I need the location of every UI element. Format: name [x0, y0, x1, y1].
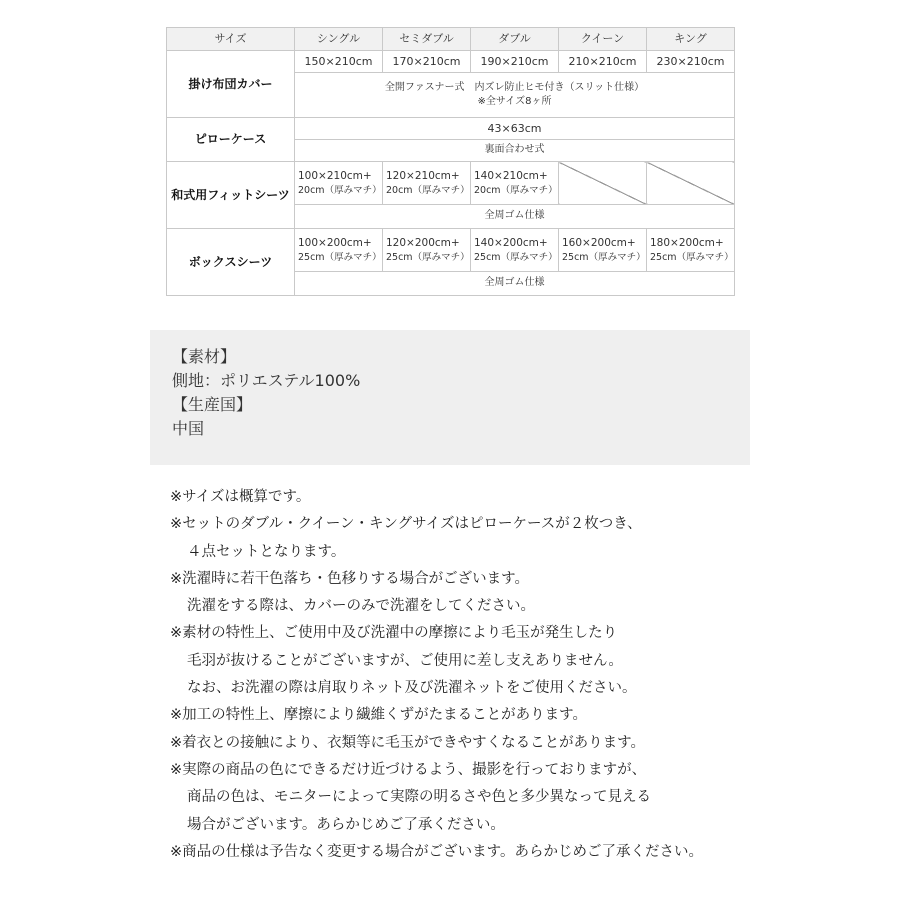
- note-line: ４点セットとなります。: [187, 543, 346, 560]
- note-line: 毛羽が抜けることがございますが、ご使用に差し支えありません。: [187, 652, 623, 669]
- fitted-note: 全周ゴム仕様: [295, 205, 735, 229]
- note-line: ※加工の特性上、摩擦により繊維くずがたまることがあります。: [170, 707, 587, 724]
- header-king: キング: [647, 28, 735, 51]
- pillow-note: 裏面合わせ式: [295, 140, 735, 162]
- box-size-main: 140×200cm+: [474, 236, 548, 249]
- duvet-label: 掛け布団カバー: [167, 51, 295, 118]
- box-size-single: [295, 229, 383, 272]
- header-single: シングル: [295, 28, 383, 51]
- fitted-size-row: [167, 162, 735, 205]
- note-line: ※サイズは概算です。: [170, 489, 311, 505]
- fitted-size-main: 140×210cm+: [474, 169, 548, 182]
- duvet-note-line2: ※全サイズ8ヶ所: [477, 96, 552, 107]
- note-line: ※商品の仕様は予告なく変更する場合がございます。あらかじめご了承ください。: [170, 843, 703, 860]
- fitted-size-semi-double: [383, 162, 471, 205]
- duvet-size-single: 150×210cm: [295, 51, 383, 73]
- header-queen: クイーン: [559, 28, 647, 51]
- fitted-size-sub: 20cm（厚みマチ）: [298, 184, 382, 196]
- box-size-main: 180×200cm+: [650, 236, 724, 249]
- header-double: ダブル: [471, 28, 559, 51]
- material-heading: 【素材】: [172, 347, 237, 366]
- duvet-size-semi-double: 170×210cm: [383, 51, 471, 73]
- note-line: ※洗濯時に若干色落ち・色移りする場合がございます。: [170, 570, 529, 587]
- box-note: 全周ゴム仕様: [295, 272, 735, 296]
- duvet-size-double: 190×210cm: [471, 51, 559, 73]
- box-label: ボックスシーツ: [167, 229, 295, 296]
- note-line: ※着衣との接触により、衣類等に毛玉ができやすくなることがあります。: [170, 734, 645, 751]
- box-size-double: [471, 229, 559, 272]
- note-line: 洗濯をする際は、カバーのみで洗濯をしてください。: [187, 598, 535, 615]
- header-row: [167, 28, 735, 51]
- note-line: ※実際の商品の色にできるだけ近づけるよう、撮影を行っておりますが、: [170, 761, 647, 778]
- pillow-label: ピローケース: [167, 118, 295, 162]
- fitted-size-sub: 20cm（厚みマチ）: [474, 184, 558, 196]
- material-value: 側地：ポリエステル100%: [172, 371, 361, 390]
- duvet-size-queen: 210×210cm: [559, 51, 647, 73]
- box-size-sub: 25cm（厚みマチ）: [650, 251, 734, 263]
- pillow-size: 43×63cm: [295, 118, 735, 140]
- note-line: ※素材の特性上、ご使用中及び洗濯中の摩擦により毛玉が発生したり: [170, 625, 618, 642]
- note-line: ※セットのダブル・クイーン・キングサイズはピローケースが２枚つき、: [170, 516, 642, 533]
- box-size-sub: 25cm（厚みマチ）: [562, 251, 646, 263]
- box-size-king: [647, 229, 735, 272]
- box-size-sub: 25cm（厚みマチ）: [386, 251, 470, 263]
- fitted-size-single: [295, 162, 383, 205]
- duvet-note-line1: 全開ファスナー式 内ズレ防止ヒモ付き（スリット仕様）: [384, 81, 645, 93]
- note-line: なお、お洗濯の際は肩取りネット及び洗濯ネットをご使用ください。: [187, 680, 637, 697]
- box-size-sub: 25cm（厚みマチ）: [298, 251, 382, 263]
- duvet-size-row: [167, 51, 735, 73]
- note-line: 商品の色は、モニターによって実際の明るさや色と多少異なって見える: [187, 789, 651, 806]
- box-size-main: 160×200cm+: [562, 236, 636, 249]
- fitted-label: 和式用フィットシーツ: [167, 162, 295, 229]
- duvet-note: [295, 73, 735, 118]
- fitted-size-double: [471, 162, 559, 205]
- duvet-size-king: 230×210cm: [647, 51, 735, 73]
- fitted-size-king-na: [647, 162, 735, 205]
- notes-section: [170, 484, 770, 866]
- box-size-main: 100×200cm+: [298, 236, 372, 249]
- size-table: [166, 27, 735, 296]
- origin-heading: 【生産国】: [172, 395, 253, 414]
- origin-value: 中国: [172, 419, 205, 438]
- header-semi-double: セミダブル: [383, 28, 471, 51]
- fitted-size-queen-na: [559, 162, 647, 205]
- box-size-sub: 25cm（厚みマチ）: [474, 251, 558, 263]
- box-size-main: 120×200cm+: [386, 236, 460, 249]
- box-size-semi-double: [383, 229, 471, 272]
- fitted-size-main: 120×210cm+: [386, 169, 460, 182]
- fitted-size-sub: 20cm（厚みマチ）: [386, 184, 470, 196]
- material-box: [150, 330, 750, 465]
- box-size-row: [167, 229, 735, 272]
- box-size-queen: [559, 229, 647, 272]
- pillow-size-row: [167, 118, 735, 140]
- header-size: サイズ: [167, 28, 295, 51]
- fitted-size-main: 100×210cm+: [298, 169, 372, 182]
- note-line: 場合がございます。あらかじめご了承ください。: [187, 816, 505, 833]
